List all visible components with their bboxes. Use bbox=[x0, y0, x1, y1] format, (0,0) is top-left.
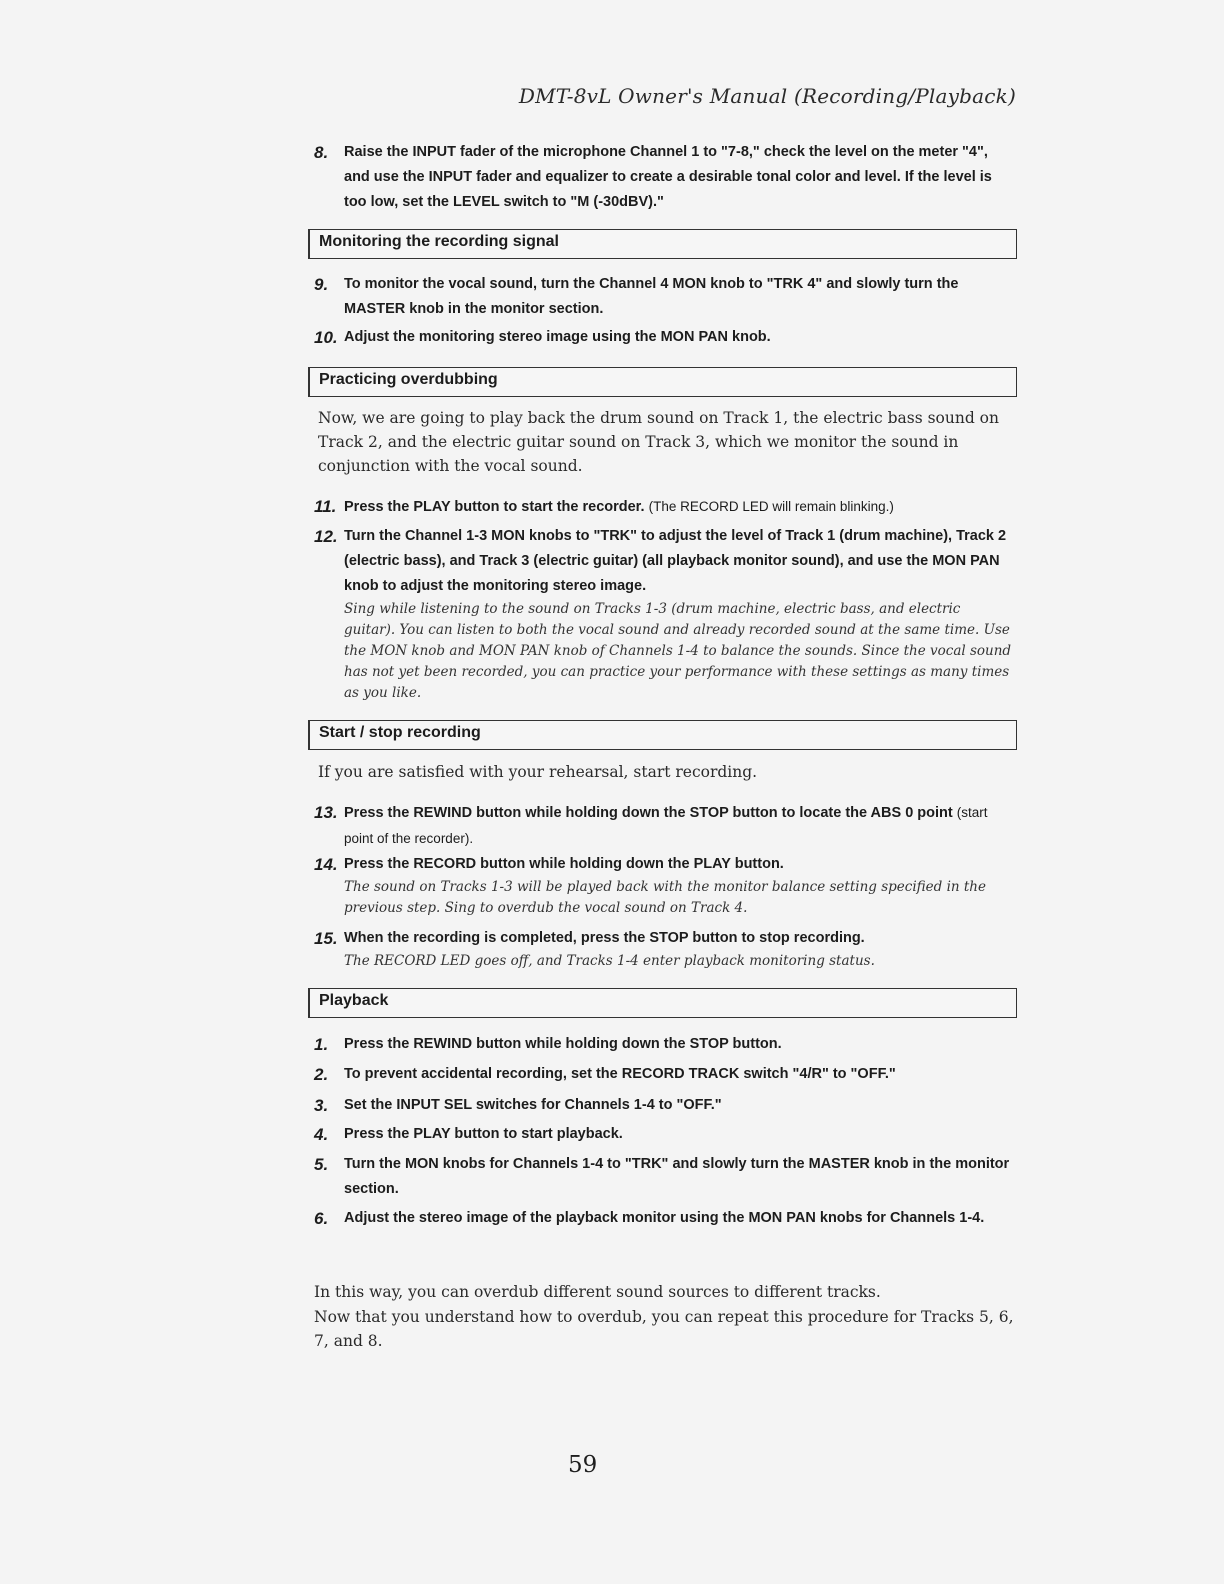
paragraph-practicing: Now, we are going to play back the drum sound on Track 1, the electric bass sound on Track 2, and the electric guitar sound on Track 3, which we monitor the sound in conjunction with the vocal sound. bbox=[318, 409, 1000, 475]
step-11 bbox=[314, 494, 1014, 520]
step-text: Press the PLAY button to start the recorder. bbox=[344, 499, 645, 515]
section-heading-monitoring bbox=[308, 229, 1017, 259]
step-8 bbox=[314, 140, 1014, 215]
step-14 bbox=[314, 852, 1014, 919]
playback-step-2 bbox=[314, 1062, 1014, 1087]
step-13 bbox=[314, 800, 1014, 852]
running-header: DMT-8vL Owner's Manual (Recording/Playback) bbox=[518, 84, 1016, 108]
step-9 bbox=[314, 272, 1014, 322]
step-number: 13. bbox=[314, 803, 338, 822]
section-title: Start / stop recording bbox=[319, 724, 481, 741]
step-number: 12. bbox=[314, 527, 338, 546]
step-10 bbox=[314, 325, 1014, 350]
step-text: When the recording is completed, press the STOP button to stop recording. bbox=[344, 930, 865, 946]
step-text: Set the INPUT SEL switches for Channels 1-4 to "OFF." bbox=[344, 1097, 722, 1113]
step-text: Press the REWIND button while holding down the STOP button to locate the ABS 0 point bbox=[344, 805, 953, 821]
paragraph-start-stop: If you are satisfied with your rehearsal, start recording. bbox=[318, 763, 758, 781]
playback-step-5 bbox=[314, 1152, 1014, 1202]
step-text: Press the RECORD button while holding down the PLAY button. bbox=[344, 856, 784, 872]
step-number: 8. bbox=[314, 143, 329, 162]
step-number: 1. bbox=[314, 1035, 329, 1054]
playback-step-4 bbox=[314, 1122, 1014, 1147]
step-text: To monitor the vocal sound, turn the Channel 4 MON knob to "TRK 4" and slowly turn the MASTER knob in the monitor section. bbox=[344, 276, 959, 317]
step-15 bbox=[314, 926, 1014, 972]
step-text: Adjust the stereo image of the playback monitor using the MON PAN knobs for Channels 1-4. bbox=[344, 1210, 985, 1226]
section-title: Monitoring the recording signal bbox=[319, 233, 559, 250]
step-number: 15. bbox=[314, 929, 338, 948]
section-heading-practicing bbox=[308, 367, 1017, 397]
step-text: Press the PLAY button to start playback. bbox=[344, 1126, 623, 1142]
step-number: 3. bbox=[314, 1096, 329, 1115]
step-number: 14. bbox=[314, 855, 338, 874]
playback-step-3 bbox=[314, 1093, 1014, 1118]
step-text: Raise the INPUT fader of the microphone Channel 1 to "7-8," check the level on the meter "4", and use the INPUT fader and equalizer to create a desirable tonal color and level. If the level is too low, set the LEVEL switch to "M (-30dBV)." bbox=[344, 144, 992, 210]
step-number: 5. bbox=[314, 1155, 329, 1174]
step-text: Adjust the monitoring stereo image using the MON PAN knob. bbox=[344, 329, 771, 345]
step-text: Turn the Channel 1-3 MON knobs to "TRK" to adjust the level of Track 1 (drum machine), Track 2 (electric bass), and Track 3 (electric guitar) (all playback monitor sound), and use the MON PAN knob to adjust the monitoring stereo image. bbox=[344, 528, 1007, 594]
playback-step-6 bbox=[314, 1206, 1014, 1231]
step-number: 10. bbox=[314, 328, 338, 347]
step-number: 4. bbox=[314, 1125, 329, 1144]
step-12 bbox=[314, 524, 1014, 704]
step-aside: (The RECORD LED will remain blinking.) bbox=[648, 499, 894, 514]
page-number: 59 bbox=[568, 1452, 598, 1478]
step-number: 6. bbox=[314, 1209, 329, 1228]
section-heading-start-stop bbox=[308, 720, 1017, 750]
step-number: 2. bbox=[314, 1065, 329, 1084]
step-note: The sound on Tracks 1-3 will be played back with the monitor balance setting specified in the previous step. Sing to overdub the vocal sound on Track 4. bbox=[344, 879, 986, 916]
step-number: 9. bbox=[314, 275, 329, 294]
paragraph-closing-2: Now that you understand how to overdub, you can repeat this procedure for Tracks 5, 6, 7, and 8. bbox=[314, 1308, 1014, 1350]
step-note: The RECORD LED goes off, and Tracks 1-4 enter playback monitoring status. bbox=[344, 953, 875, 969]
step-text: To prevent accidental recording, set the RECORD TRACK switch "4/R" to "OFF." bbox=[344, 1066, 896, 1082]
step-note: Sing while listening to the sound on Tracks 1-3 (drum machine, electric bass, and electric guitar). You can listen to both the vocal sound and already recorded sound at the same time. Use the MON knob and MON PAN knob of Channels 1-4 to balance the sounds. Since the vocal sound has not yet been recorded, you can practice your performance with these settings as many times as you like. bbox=[344, 601, 1012, 701]
playback-step-1 bbox=[314, 1032, 1014, 1057]
section-title: Playback bbox=[319, 992, 389, 1009]
step-aside: (start point of the recorder). bbox=[344, 805, 988, 846]
section-heading-playback bbox=[308, 988, 1017, 1018]
step-text: Press the REWIND button while holding down the STOP button. bbox=[344, 1036, 782, 1052]
step-text: Turn the MON knobs for Channels 1-4 to "TRK" and slowly turn the MASTER knob in the monitor section. bbox=[344, 1156, 1010, 1197]
paragraph-closing-1: In this way, you can overdub different sound sources to different tracks. bbox=[314, 1283, 881, 1301]
step-number: 11. bbox=[314, 497, 337, 516]
section-title: Practicing overdubbing bbox=[319, 371, 498, 388]
